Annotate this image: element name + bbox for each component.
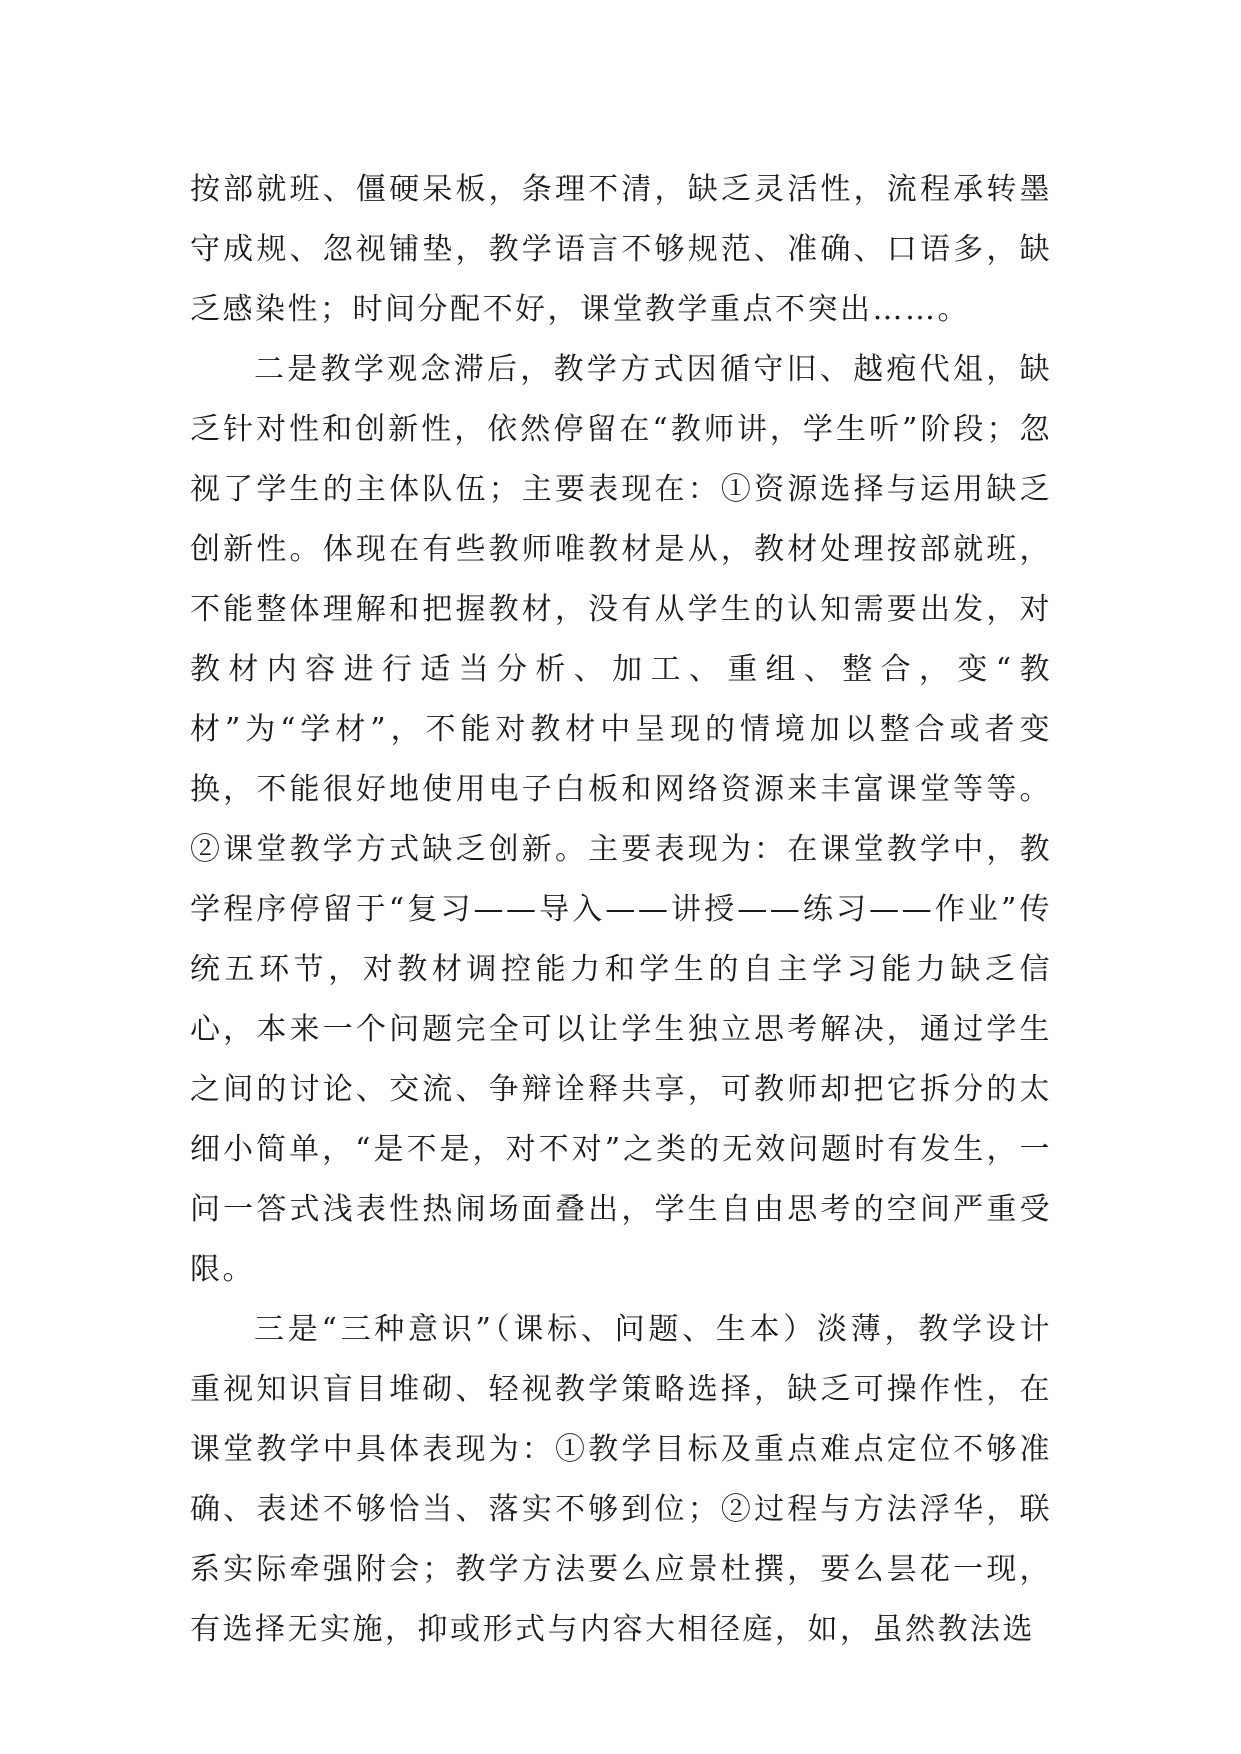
paragraph-continuation: 按部就班、僵硬呆板，条理不清，缺乏灵活性，流程承转墨守成规、忽视铺垫，教学语言不够规范、准确、口语多，缺乏感染性；时间分配不好，课堂教学重点不突出……。 [190,172,1052,327]
document-body [190,160,1052,1660]
paragraph-point-two: 二是教学观念滞后，教学方式因循守旧、越疱代俎，缺乏针对性和创新性，依然停留在“教师讲，学生听”阶段；忽视了学生的主体队伍；主要表现在：①资源选择与运用缺乏创新性。体现在有些教师唯教材是从，教材处理按部就班，不能整体理解和把握教材，没有从学生的认知需要出发，对教材内容进行适当分析、加工、重组、整合，变“教材”为“学材”，不能对教材中呈现的情境加以整合或者变换，不能很好地使用电子白板和网络资源来丰富课堂等等。②课堂教学方式缺乏创新。主要表现为：在课堂教学中，教学程序停留于“复习——导入——讲授——练习——作业”传统五环节，对教材调控能力和学生的自主学习能力缺乏信心，本来一个问题完全可以让学生独立思考解决，通过学生之间的讨论、交流、争辩诠释共享，可教师却把它拆分的太细小简单，“是不是，对不对”之类的无效问题时有发生，一问一答式浅表性热闹场面叠出，学生自由思考的空间严重受限。 [190,352,1052,1287]
paragraph-point-three: 三是“三种意识”（课标、问题、生本）淡薄，教学设计重视知识盲目堆砌、轻视教学策略选择，缺乏可操作性，在课堂教学中具体表现为：①教学目标及重点难点定位不够准确、表述不够恰当、落实不够到位；②过程与方法浮华，联系实际牵强附会；教学方法要么应景杜撰，要么昙花一现，有选择无实施，抑或形式与内容大相径庭，如，虽然教法选 [190,1312,1052,1647]
